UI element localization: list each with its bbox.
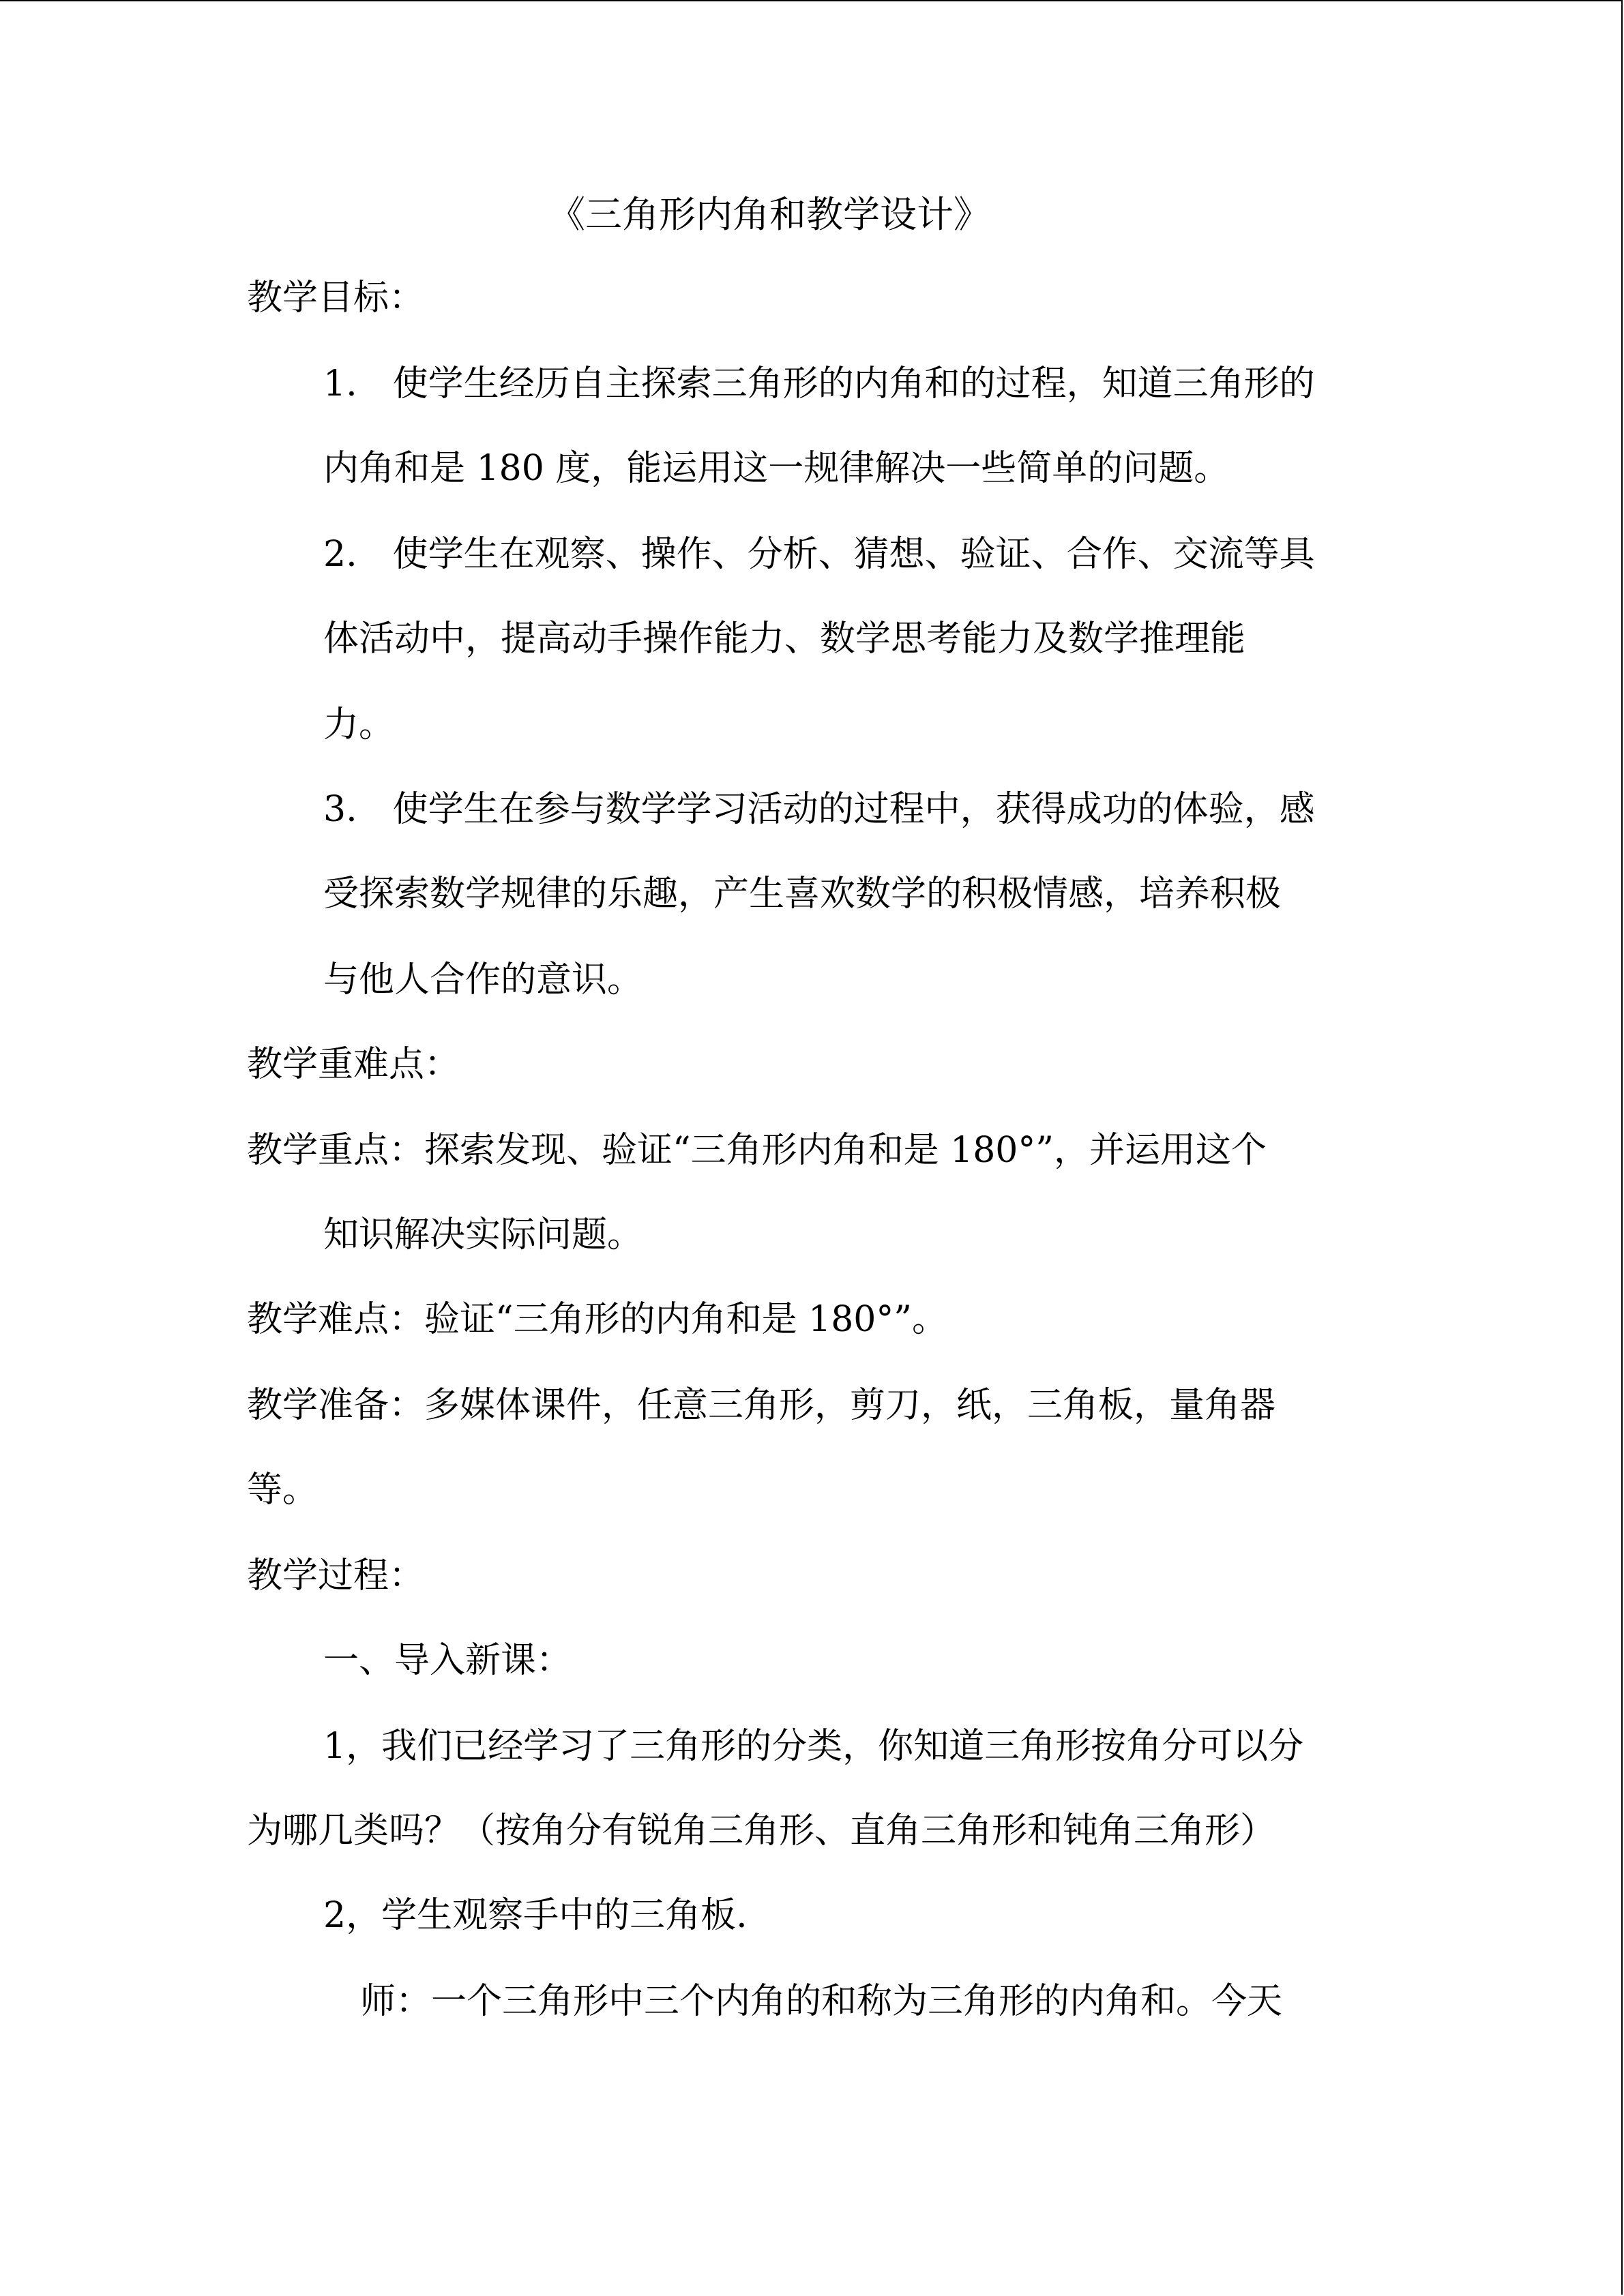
objective-3-line-3: 与他人合作的意识。 [323, 959, 643, 1000]
process-step-1-line-1: 1，我们已经学习了三角形的分类，你知道三角形按角分可以分 [323, 1726, 1304, 1767]
section-heading-process: 教学过程： [247, 1555, 425, 1596]
document-title: 《三角形内角和教学设计》 [548, 193, 990, 236]
section-heading-objectives: 教学目标： [247, 278, 425, 318]
key-point-line-1: 教学重点：探索发现、验证“三角形内角和是 180°”，并运用这个 [247, 1130, 1267, 1171]
objective-2-line-2: 体活动中，提高动手操作能力、数学思考能力及数学推理能 [323, 618, 1246, 659]
objective-1-line-1: 1. 使学生经历自主探索三角形的内角和的过程，知道三角形的 [323, 363, 1315, 404]
process-step-2-line: 2，学生观察手中的三角板. [323, 1895, 748, 1936]
objective-2-line-3: 力。 [323, 704, 395, 745]
section-heading-key-points: 教学重难点： [247, 1044, 460, 1085]
preparation-line-1: 教学准备：多媒体课件，任意三角形，剪刀，纸，三角板，量角器 [247, 1385, 1276, 1426]
process-step-1-line-2: 为哪几类吗？（按角分有锐角三角形、直角三角形和钝角三角形） [247, 1810, 1276, 1851]
difficult-point-line: 教学难点：验证“三角形的内角和是 180°”。 [247, 1299, 947, 1340]
preparation-line-2: 等。 [247, 1470, 319, 1510]
objective-1-line-2: 内角和是 180 度，能运用这一规律解决一些简单的问题。 [323, 448, 1230, 489]
key-point-line-2: 知识解决实际问题。 [323, 1214, 643, 1255]
objective-3-line-2: 受探索数学规律的乐趣，产生喜欢数学的积极情感，培养积极 [323, 874, 1282, 914]
teacher-line: 师：一个三角形中三个内角的和称为三角形的内角和。今天 [360, 1981, 1283, 2022]
process-subheading-introduction: 一、导入新课： [323, 1640, 572, 1681]
objective-3-line-1: 3. 使学生在参与数学学习活动的过程中，获得成功的体验，感 [323, 789, 1315, 830]
objective-2-line-1: 2. 使学生在观察、操作、分析、猜想、验证、合作、交流等具 [323, 534, 1315, 575]
